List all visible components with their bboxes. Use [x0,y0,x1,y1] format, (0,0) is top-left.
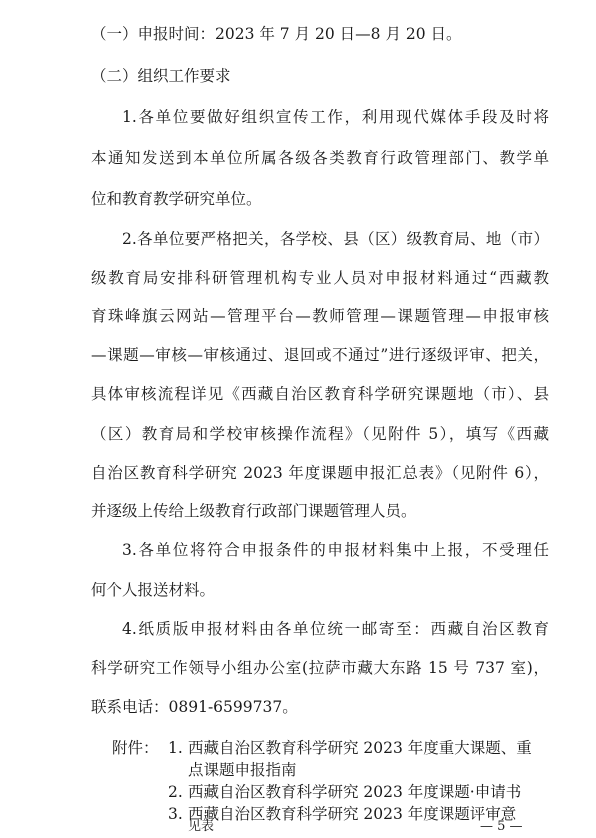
attachment-1-title: 西藏自治区教育科学研究 2023 年度重大课题、重 [188,739,532,757]
paragraph-2-line: —课题—审核—审核通过、退回或不通过”进行逐级评审、把关， [91,346,549,364]
paragraph-2-line: 具体审核流程详见《西藏自治区教育科学研究课题地（市）、县 [91,385,549,403]
paragraph-1-line: 1.各单位要做好组织宣传工作，利用现代媒体手段及时将 [122,108,549,126]
paragraph-2-line: 级教育局安排科研管理机构专业人员对申报材料通过“西藏教 [91,269,549,287]
paragraph-3-line: 何个人报送材料。 [91,581,216,599]
attachment-1-number: 1. [168,739,183,757]
attachment-2-number: 2. [168,783,183,801]
paragraph-3-line: 3.各单位将符合申报条件的申报材料集中上报，不受理任 [122,541,549,559]
paragraph-2-line: 2.各单位要严格把关，各学校、县（区）级教育局、地（市） [122,230,549,248]
paragraph-1-line: 本通知发送到本单位所属各级各类教育行政管理部门、教学单 [91,149,549,167]
paragraph-2-line: 育珠峰旗云网站—管理平台—教师管理—课题管理—申报审核 [91,307,549,325]
attachment-3-title: 西藏自治区教育科学研究 2023 年度课题评审意 [188,805,517,823]
attachment-1-title-cont: 点课题申报指南 [188,761,297,779]
paragraph-4-line: 4.纸质版申报材料由各单位统一邮寄至：西藏自治区教育 [122,620,549,638]
paragraph-4-line: 联系电话：0891-6599737。 [91,698,298,716]
attachment-3-title-cont: 见表 [188,819,215,834]
section-2-heading: （二）组织工作要求 [91,67,231,85]
section-1-heading: （一）申报时间：2023 年 7 月 20 日—8 月 20 日。 [91,25,462,43]
attachment-2-title: 西藏自治区教育科学研究 2023 年度课题·申请书 [188,783,522,801]
paragraph-2-line: （区）教育局和学校审核操作流程》（见附件 5），填写《西藏 [91,425,549,443]
attachment-3-number: 3. [168,805,183,823]
paragraph-2-line: 并逐级上传给上级教育行政部门课题管理人员。 [91,502,417,520]
attachments-label: 附件： [112,739,159,757]
paragraph-1-line: 位和教育教学研究单位。 [91,190,262,208]
page-number: — 5 — [480,819,523,834]
paragraph-4-line: 科学研究工作领导小组办公室(拉萨市藏大东路 15 号 737 室)， [91,659,549,677]
paragraph-2-line: 自治区教育科学研究 2023 年度课题申报汇总表》（见附件 6）， [91,464,549,482]
